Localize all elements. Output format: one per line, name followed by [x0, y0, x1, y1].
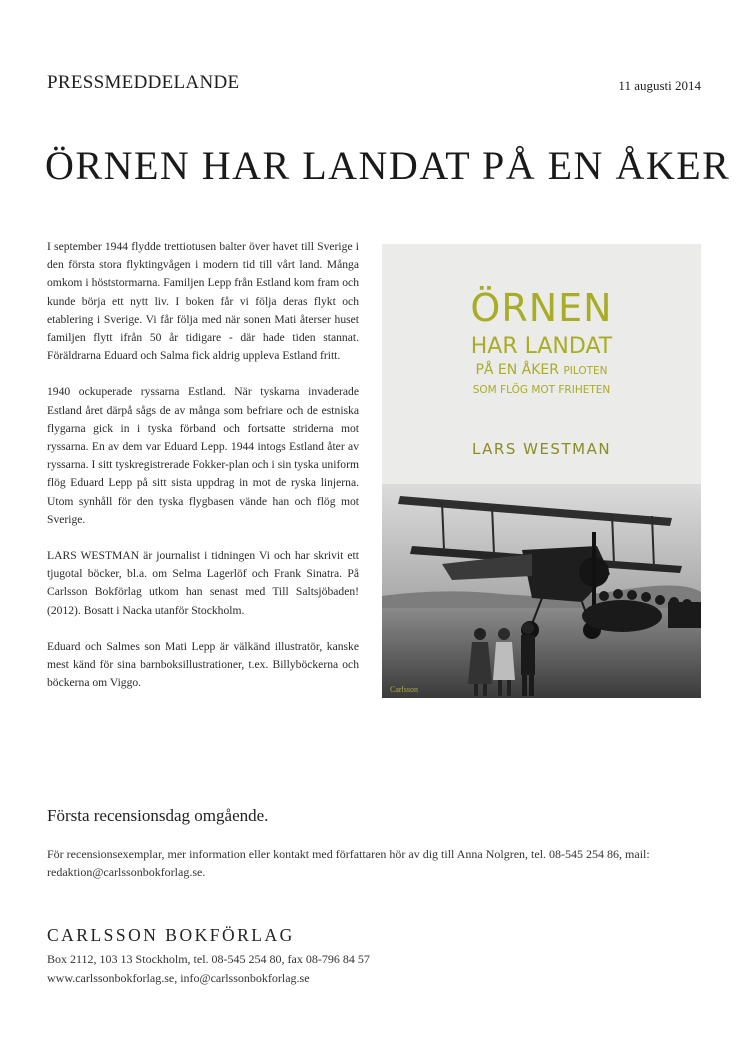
review-note: Första recensionsdag omgående. — [47, 806, 269, 825]
book-cover — [382, 244, 701, 698]
contact-info: För recensionsexemplar, mer information eller kontakt med författaren hör av dig till Anna Nolgren, tel. 08-545 254 86, mail: redaktion@carlssonbokforlag.se. — [47, 847, 650, 879]
address-line-postal: Box 2112, 103 13 Stockholm, tel. 08-545 254 80, fax 08-796 84 57 — [47, 952, 370, 966]
cover-author: LARS WESTMAN — [471, 440, 612, 458]
publisher-address — [47, 950, 370, 988]
headline: ÖRNEN HAR LANDAT PÅ EN ÅKER — [45, 143, 731, 188]
publisher-name: CARLSSON BOKFÖRLAG — [47, 925, 295, 945]
paragraph-history: 1940 ockuperade ryssarna Estland. När tyskarna invaderade Estland året därpå sågs de av många som befriare och de estniska flygarna gick in i tyska förband och fortsatte striderna mot ryssarna. En av dem var Eduard Lepp. 1944 intogs Estland åter av ryssarna. I sitt tyskregistrerade Fokker-plan och i sin tyska uniform flög Eduard Lepp på sitt sista uppdrag in mot de ryska linjerna. Utom synhåll för den tyska flygbasen vände han och flög mot Sverige. — [47, 385, 359, 526]
cover-title-line3-main: PÅ EN ÅKER — [475, 362, 560, 378]
body-text — [47, 238, 359, 710]
cover-photo-biplane — [382, 484, 701, 698]
release-date: 11 augusti 2014 — [618, 78, 701, 93]
cover-title-line2: HAR LANDAT — [470, 334, 613, 359]
cover-title-line3 — [382, 362, 701, 378]
address-line-web: www.carlssonbokforlag.se, info@carlssonbokforlag.se — [47, 971, 310, 985]
document-type-label: PRESSMEDDELANDE — [47, 72, 240, 93]
cover-imprint: Carlsson — [390, 685, 418, 694]
paragraph-illustrator: Eduard och Salmes son Mati Lepp är välkänd illustratör, kanske mest känd för sina barnboksillustrationer, t.ex. Billyböckerna och böckerna om Viggo. — [47, 639, 359, 690]
paragraph-author: LARS WESTMAN är journalist i tidningen Vi och har skrivit ett tjugotal böcker, bl.a. om Selma Lagerlöf och Frank Sinatra. På Carlsson Bokförlag utkom han senast med Till Saltsjöbaden! (2012). Bosatt i Nacka utanför Stockholm. — [47, 549, 359, 617]
cover-subtitle-line: SOM FLÖG MOT FRIHETEN — [472, 384, 611, 396]
cover-subtitle-piloten: PILOTEN — [563, 365, 608, 377]
cover-title-line1: ÖRNEN — [470, 286, 613, 330]
paragraph-intro: I september 1944 flydde trettiotusen balter över havet till Sverige i den första stora flyktingvågen i modern tid till vårt land. Många omkom i höststormarna. Familjen Lepp från Estland kom fram och kunde börja ett nytt liv. I boken får vi följa deras flykt och etablering i Sverige. Vi får följa med när sonen Mati återser huset familjen flytt ifrån 50 år tidigare - där hade tiden stannat. Föräldrarna Eduard och Salma fick aldrig uppleva Estland fritt. — [47, 240, 359, 363]
